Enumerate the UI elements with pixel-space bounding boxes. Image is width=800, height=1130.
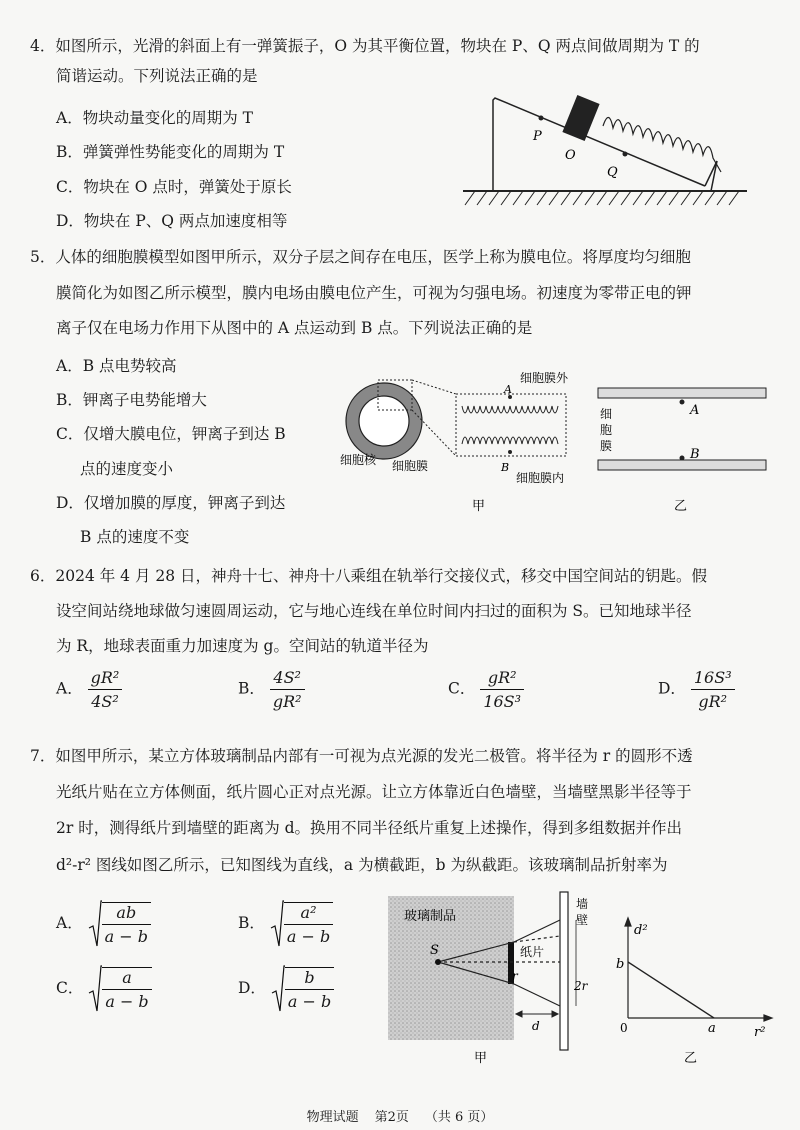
q6-option-b [238,668,305,711]
q5-option-b: B．钾离子电势能增大 [56,391,207,409]
label-paper: 纸片 [520,945,545,959]
label-2r: 2r [574,979,588,993]
label-a-yi: A [690,403,700,418]
q5-stem-line3: 离子仅在电场力作用下从图中的 A 点运动到 B 点。下列说法正确的是 [56,319,533,337]
x-axis-label: r² [754,1025,766,1040]
q6-option-a-fraction [88,668,123,711]
q7-figure-yi-chart [610,910,780,1070]
q7-option-a-letter: A． [56,914,83,932]
label-wall-2: 壁 [576,913,589,927]
label-inner: 细胞膜内 [516,471,565,485]
q6-option-b-den: gR² [272,692,302,711]
q6-option-d-letter: D． [658,679,686,698]
footer-subject: 物理试题 [306,1110,359,1125]
label-o: O [565,148,576,163]
point-p [539,116,544,121]
point-b-yi [680,456,685,461]
q6-option-a-num: gR² [88,668,123,690]
q7-option-b [238,900,333,948]
sqrt-sign-icon [88,965,102,1013]
q7-option-d-letter: D． [238,979,266,997]
sqrt-sign-icon [88,900,102,948]
footer-total: （共 6 页） [424,1110,494,1125]
label-glass: 玻璃制品 [404,909,457,924]
y-axis-label: d² [634,923,648,938]
spring [603,117,721,172]
membrane-top-plate [598,388,766,398]
q5-option-d-line2: B 点的速度不变 [80,528,190,546]
incline [493,98,717,191]
q6-option-a-letter: A． [56,679,83,698]
q6-stem-line3: 为 R，地球表面重力加速度为 g。空间站的轨道半径为 [56,637,429,655]
q7-stem-line3: 2r 时，测得纸片到墙壁的距离为 d。换用不同半径纸片重复上述操作，得到多组数据并作出 [56,819,683,837]
q6-option-d-fraction [691,668,735,711]
q6-option-c-den: 16S³ [483,692,522,711]
q6-option-c [448,668,524,711]
q7-option-b-den: a − b [286,927,331,946]
point-q [623,152,628,157]
q4-option-b: B．弹簧弹性势能变化的周期为 T [56,143,285,161]
q6-option-d [658,668,735,711]
caption-jia-q7: 甲 [474,1051,488,1066]
q5-option-d-line1: D．仅增加膜的厚度，钾离子到达 [56,494,286,512]
q4-option-a: A．物块动量变化的周期为 T [56,109,253,127]
q5-figure-yi [590,378,774,520]
label-side3: 膜 [600,439,613,453]
label-side2: 胞 [600,423,613,437]
ground-hatching [463,191,747,205]
q7-option-c-num: a [102,968,151,990]
q7-option-a-num: ab [102,903,151,925]
zoom-box-large [456,394,566,456]
q6-stem-line2: 设空间站绕地球做匀速圆周运动，它与地心连线在单位时间内扫过的面积为 S。已知地球半径 [56,602,692,620]
caption-jia-q5: 甲 [472,499,486,514]
label-a-jia: A [504,383,512,396]
q5-option-a: A．B 点电势较高 [56,357,177,375]
q5-option-c-line2: 点的速度变小 [80,460,174,478]
q4-stem-line2: 简谐运动。下列说法正确的是 [56,67,258,85]
label-nucleus: 细胞核 [340,453,377,467]
caption-yi-q7: 乙 [684,1051,698,1066]
cell-inner [359,396,409,446]
q5-stem-line2: 膜简化为如图乙所示模型，膜内电场由膜电位产生，可视为匀强电场。初速度为零带正电的钾 [56,284,692,302]
q6-option-c-num: gR² [480,668,524,690]
point-b-jia [508,450,512,454]
q5-stem-line1: 5．人体的细胞膜模型如图甲所示，双分子层之间存在电压，医学上称为膜电位。将厚度均匀细胞 [30,248,691,266]
q7-option-a-sqrt [88,900,151,948]
label-d: d [532,1019,540,1033]
q6-stem-line1: 6．2024 年 4 月 28 日，神舟十七、神舟十八乘组在轨举行交接仪式，移交中国空间站的钥匙。假 [30,567,708,585]
q7-option-d-den: a − b [287,992,332,1011]
point-a-yi [680,400,685,405]
q7-option-b-letter: B． [238,914,265,932]
q7-option-b-fraction [284,902,333,946]
label-side1: 细 [600,407,613,421]
label-s: S [430,943,439,958]
origin-label: 0 [620,1021,628,1035]
q4-option-d: D．物块在 P、Q 两点加速度相等 [56,212,288,230]
q7-option-c-sqrt [88,965,151,1013]
q4-stem-line1: 4．如图所示，光滑的斜面上有一弹簧振子，O 为其平衡位置，物块在 P、Q 两点间做周期为 T 的 [30,37,700,55]
page-footer [0,1106,800,1125]
q7-option-a-fraction [102,902,151,946]
label-b-jia: B [501,461,510,474]
q6-option-b-letter: B． [238,679,265,698]
membrane-bottom-plate [598,460,766,470]
lipid-bilayer [462,406,558,444]
q7-option-b-num: a² [284,903,333,925]
q7-option-c [56,965,152,1013]
q6-option-d-den: gR² [698,692,728,711]
label-r: r [512,969,518,983]
q4-incline-figure [455,88,755,213]
q7-option-b-sqrt [270,900,333,948]
q7-figure-jia [386,890,600,1070]
q6-option-c-fraction [480,668,524,711]
label-membrane: 细胞膜 [392,459,429,473]
q6-option-d-num: 16S³ [691,668,735,690]
caption-yi-q5: 乙 [674,499,688,514]
q5-figure-jia [336,360,580,520]
label-p: P [533,129,542,144]
q7-option-c-den: a − b [105,992,149,1011]
label-q: Q [607,165,618,180]
sqrt-sign-icon [271,965,285,1013]
footer-page: 第2页 [374,1110,409,1125]
q6-option-c-letter: C． [448,679,476,698]
q6-option-a-den: 4S² [91,692,119,711]
q7-option-a [56,900,151,948]
q7-option-d-fraction [285,967,334,1011]
x-intercept-label: a [708,1021,716,1036]
q6-option-b-fraction [270,668,305,711]
distance-d-arrow [516,1011,558,1017]
label-b-yi: B [690,447,700,462]
q7-option-c-fraction [102,967,151,1011]
q7-option-a-den: a − b [104,927,148,946]
q6-option-a [56,668,122,711]
q6-option-b-num: 4S² [270,668,305,690]
q7-stem-line2: 光纸片贴在立方体侧面，纸片圆心正对点光源。让立方体靠近白色墙壁，当墙壁黑影半径等于 [56,783,692,801]
block [562,95,599,141]
q5-option-c-line1: C．仅增大膜电位，钾离子到达 B [56,425,286,443]
q7-option-d [238,965,334,1013]
y-intercept-label: b [616,957,625,972]
q7-option-d-num: b [285,968,334,990]
q7-stem-line4: d²-r² 图线如图乙所示，已知图线为直线，a 为横截距，b 为纵截距。该玻璃制品折射率为 [56,856,668,874]
wall [560,892,568,1050]
q4-option-c: C．物块在 O 点时，弹簧处于原长 [56,178,292,196]
label-wall-1: 墙 [576,897,589,911]
light-source [435,959,441,965]
sqrt-sign-icon [270,900,284,948]
q7-option-c-letter: C． [56,979,84,997]
q7-option-d-sqrt [271,965,334,1013]
label-outer: 细胞膜外 [520,371,569,385]
q7-stem-line1: 7．如图甲所示，某立方体玻璃制品内部有一可视为点光源的发光二极管。将半径为 r 的圆形不透 [30,747,693,765]
d2-r2-series-line [628,962,714,1018]
